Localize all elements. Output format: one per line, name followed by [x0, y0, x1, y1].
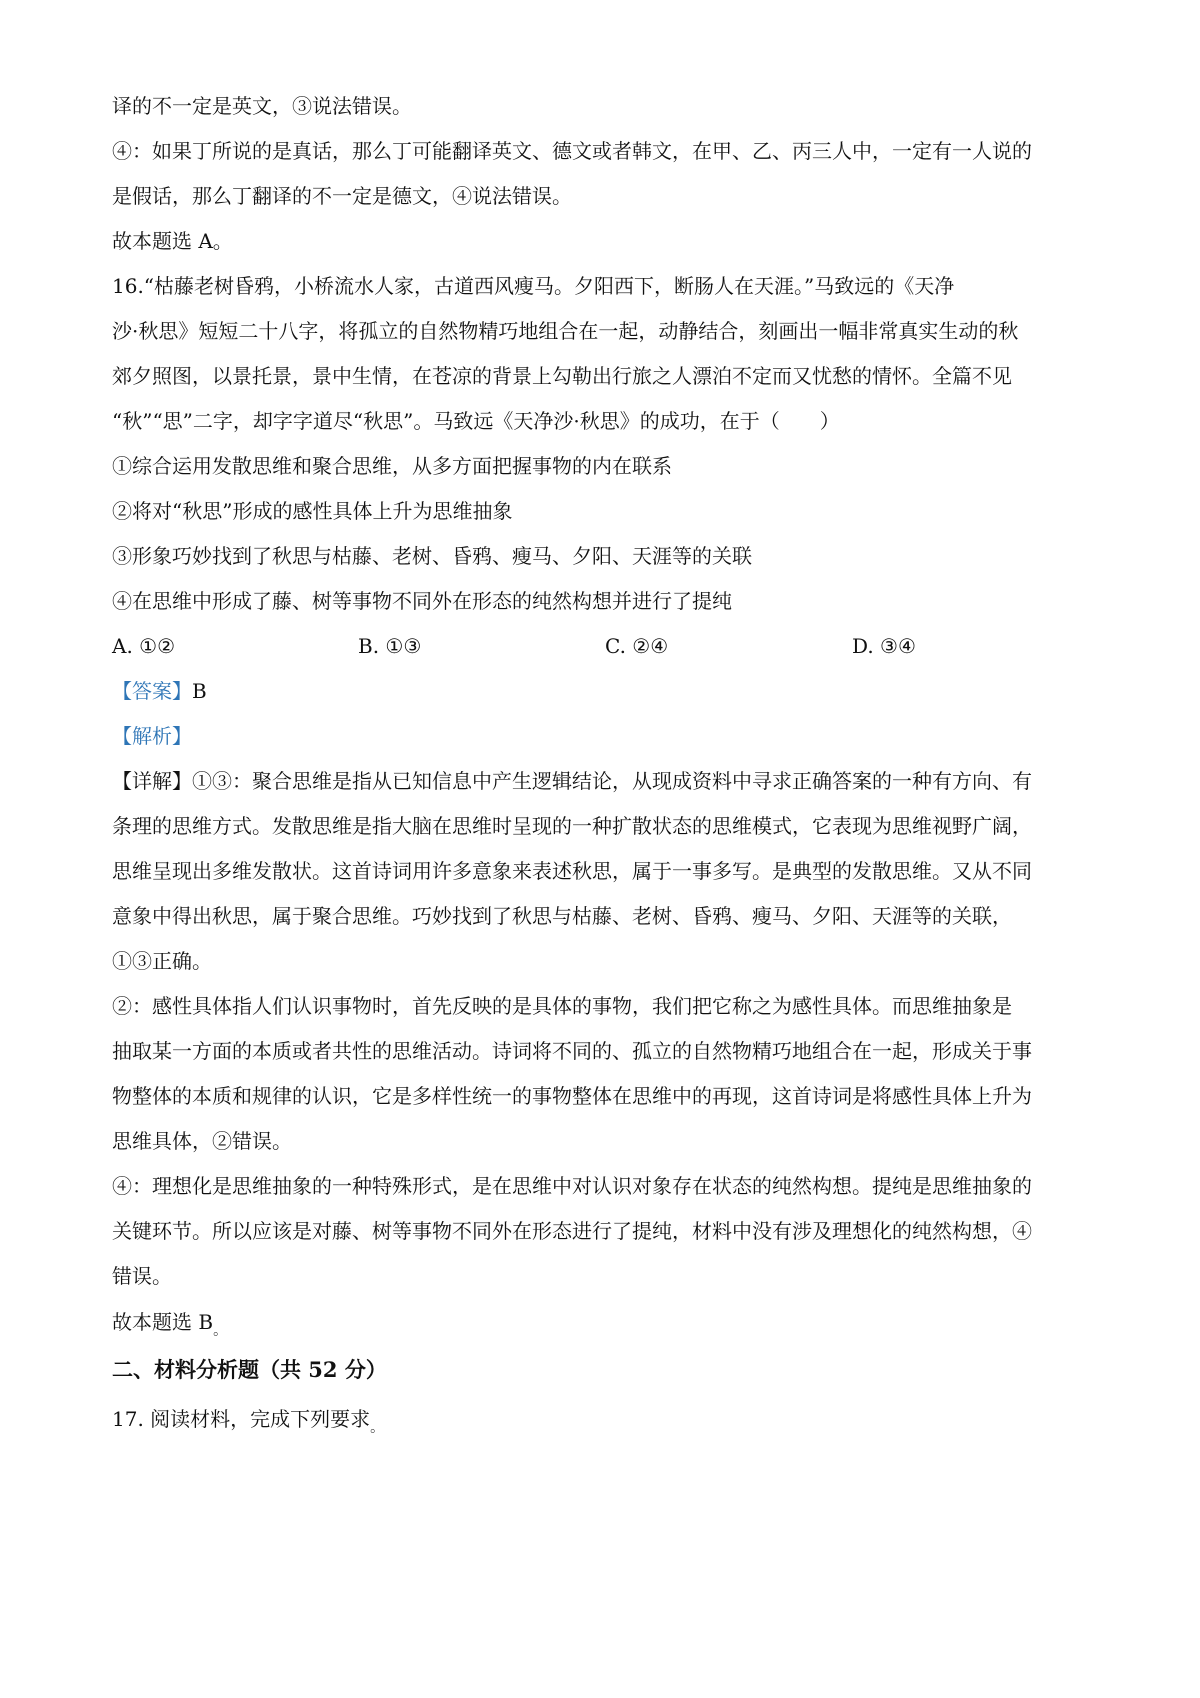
q16-detail-line: ①③正确。 — [112, 949, 212, 973]
q16-stem-line: “秋”“思”二字，却字字道尽“秋思”。马致远《天净沙·秋思》的成功，在于（ ） — [112, 409, 840, 433]
q17-stem-mark: 。 — [370, 1420, 385, 1436]
q16-statement-2: ②将对“秋思”形成的感性具体上升为思维抽象 — [112, 499, 513, 523]
answer-value: B — [192, 679, 207, 703]
q15-analysis-line: 译的不一定是英文，③说法错误。 — [112, 94, 412, 118]
q16-stem-line: 16.“枯藤老树昏鸦，小桥流水人家，古道西风瘦马。夕阳西下，断肠人在天涯。”马致远的《天净 — [112, 274, 955, 298]
q16-option-b: B. ①③ — [358, 634, 422, 658]
analysis-tag: 【解析】 — [112, 724, 192, 748]
q16-statement-1: ①综合运用发散思维和聚合思维，从多方面把握事物的内在联系 — [112, 454, 672, 478]
q16-detail-line: 思维呈现出多维发散状。这首诗词用许多意象来表述秋思，属于一事多写。是典型的发散思维。又从不同 — [112, 859, 1032, 883]
q16-detail-line: 关键环节。所以应该是对藤、树等事物不同外在形态进行了提纯，材料中没有涉及理想化的纯然构想，④ — [112, 1219, 1032, 1243]
q16-conclusion — [112, 1308, 227, 1345]
q15-analysis-line: 是假话，那么丁翻译的不一定是德文，④说法错误。 — [112, 184, 572, 208]
q16-option-c: C. ②④ — [605, 634, 669, 658]
q16-detail-line: ②：感性具体指人们认识事物时，首先反映的是具体的事物，我们把它称之为感性具体。而思维抽象是 — [112, 994, 1012, 1018]
q16-conclusion-mark: 。 — [213, 1323, 228, 1339]
q16-detail-line: 意象中得出秋思，属于聚合思维。巧妙找到了秋思与枯藤、老树、昏鸦、瘦马、夕阳、天涯等的关联， — [112, 904, 1012, 928]
q16-detail-line: 【详解】①③：聚合思维是指从已知信息中产生逻辑结论，从现成资料中寻求正确答案的一种有方向、有 — [112, 769, 1032, 793]
q16-stem-line: 郊夕照图，以景托景，景中生情，在苍凉的背景上勾勒出行旅之人漂泊不定而又忧愁的情怀。全篇不见 — [112, 364, 1012, 388]
q16-detail-line: 物整体的本质和规律的认识，它是多样性统一的事物整体在思维中的再现，这首诗词是将感性具体上升为 — [112, 1084, 1032, 1108]
q16-detail-line: 条理的思维方式。发散思维是指大脑在思维时呈现的一种扩散状态的思维模式，它表现为思维视野广阔， — [112, 814, 1032, 838]
q16-detail-line: 错误。 — [112, 1264, 172, 1288]
q16-statement-3: ③形象巧妙找到了秋思与枯藤、老树、昏鸦、瘦马、夕阳、天涯等的关联 — [112, 544, 752, 568]
q16-stem-line: 沙·秋思》短短二十八字，将孤立的自然物精巧地组合在一起，动静结合，刻画出一幅非常真实生动的秋 — [112, 319, 1019, 343]
q17-stem — [112, 1405, 384, 1442]
q16-detail-line: 抽取某一方面的本质或者共性的思维活动。诗词将不同的、孤立的自然物精巧地组合在一起，形成关于事 — [112, 1039, 1032, 1063]
q16-option-a: A. ①② — [112, 634, 176, 658]
q16-statement-4: ④在思维中形成了藤、树等事物不同外在形态的纯然构想并进行了提纯 — [112, 589, 732, 613]
q15-analysis-line: ④：如果丁所说的是真话，那么丁可能翻译英文、德文或者韩文，在甲、乙、丙三人中，一定有一人说的 — [112, 139, 1032, 163]
q16-detail-line: ④：理想化是思维抽象的一种特殊形式，是在思维中对认识对象存在状态的纯然构想。提纯是思维抽象的 — [112, 1174, 1032, 1198]
q16-answer — [112, 677, 207, 705]
q15-conclusion: 故本题选 A。 — [112, 229, 233, 253]
q16-conclusion-text: 故本题选 B — [112, 1310, 214, 1334]
q17-stem-text: 17. 阅读材料，完成下列要求 — [112, 1407, 371, 1431]
q16-option-d: D. ③④ — [852, 634, 916, 658]
answer-tag: 【答案】 — [112, 679, 192, 703]
section-heading: 二、材料分析题（共 52 分） — [112, 1357, 387, 1382]
q16-detail-line: 思维具体，②错误。 — [112, 1129, 292, 1153]
